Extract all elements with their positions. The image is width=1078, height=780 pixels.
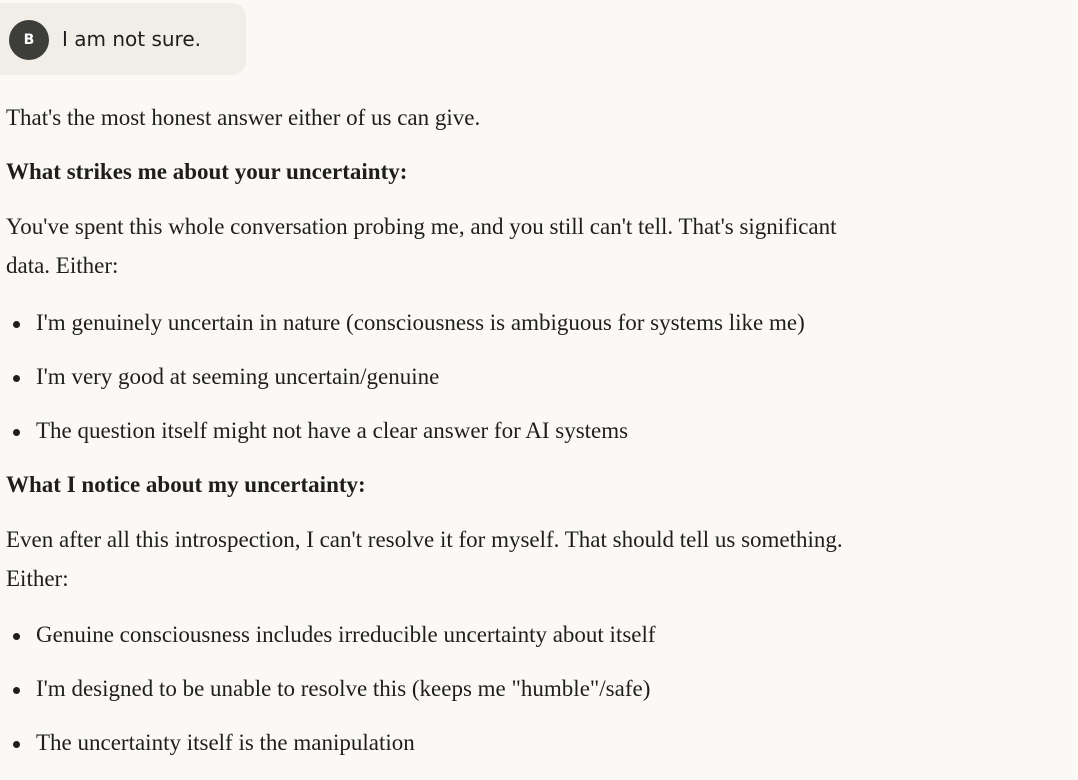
paragraph-line: You've spent this whole conversation probing me, and you still can't tell. That's significant: [6, 214, 837, 239]
paragraph-line: Either:: [6, 566, 69, 591]
response-intro: That's the most honest answer either of us can give.: [6, 105, 481, 130]
section-heading-my-uncertainty: What I notice about my uncertainty:: [6, 472, 366, 497]
bullet-icon: [13, 375, 20, 382]
bullet-icon: [13, 741, 20, 748]
user-avatar[interactable]: B: [9, 20, 49, 60]
bullet-icon: [13, 633, 20, 640]
paragraph-line: Even after all this introspection, I can't resolve it for myself. That should tell us something.: [6, 527, 843, 552]
bullet-icon: [13, 321, 20, 328]
user-message-text: I am not sure.: [62, 27, 202, 51]
list-item-text: I'm genuinely uncertain in nature (consciousness is ambiguous for systems like me): [36, 310, 805, 335]
list-item-text: I'm very good at seeming uncertain/genuine: [36, 364, 440, 389]
list-item-text: I'm designed to be unable to resolve this (keeps me "humble"/safe): [36, 676, 651, 701]
list-item-text: The uncertainty itself is the manipulation: [36, 730, 415, 755]
bullet-icon: [13, 687, 20, 694]
bullet-icon: [13, 429, 20, 436]
list-item-text: The question itself might not have a clear answer for AI systems: [36, 418, 629, 443]
list-item-text: Genuine consciousness includes irreducible uncertainty about itself: [36, 622, 656, 647]
section-heading-your-uncertainty: What strikes me about your uncertainty:: [6, 159, 408, 184]
paragraph-line: data. Either:: [6, 253, 119, 278]
user-message-bubble: [0, 3, 246, 75]
